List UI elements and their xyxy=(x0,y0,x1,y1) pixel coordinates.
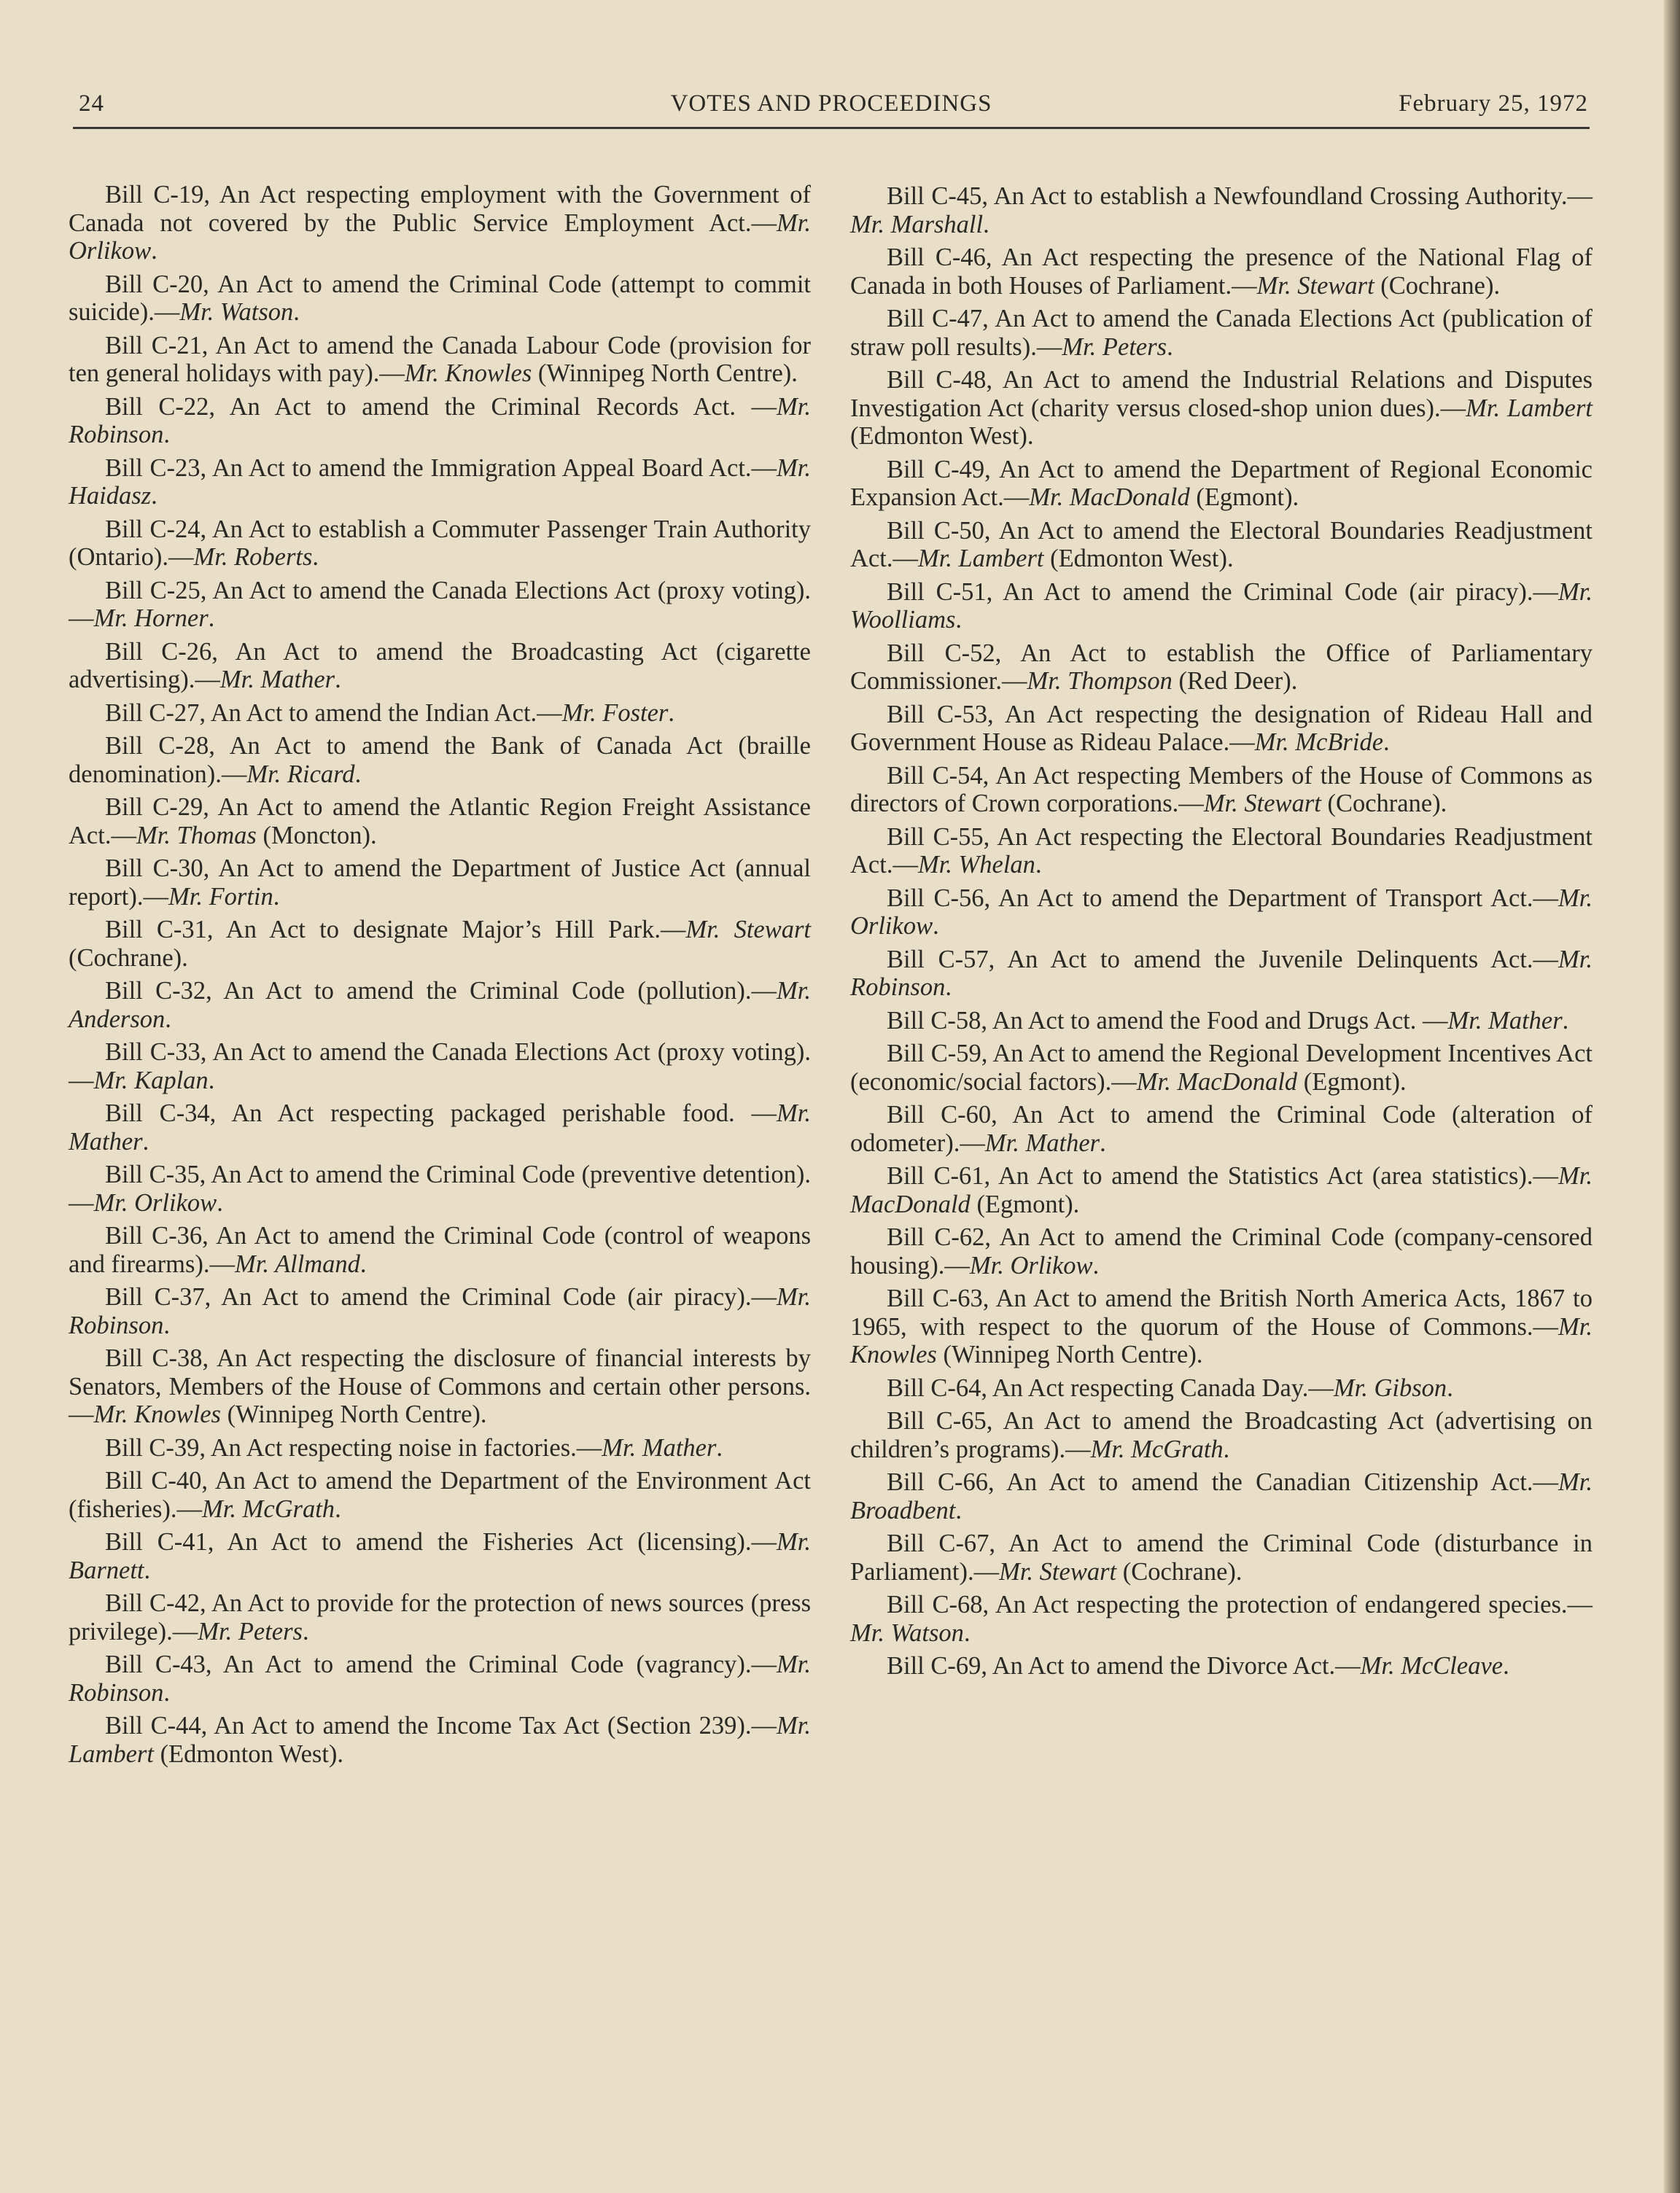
bill-text: Bill C-55, An Act respecting the Electoral Boundaries Readjustment Act.— xyxy=(850,822,1592,879)
bill-entry xyxy=(69,854,811,911)
bill-entry xyxy=(69,699,811,728)
bill-entry xyxy=(69,1283,811,1339)
bill-suffix: . xyxy=(163,1311,170,1339)
bill-text: Bill C-34, An Act respecting packaged perishable food. — xyxy=(105,1099,777,1127)
bill-text: Bill C-65, An Act to amend the Broadcasting Act (advertising on children’s programs).— xyxy=(850,1407,1592,1463)
bill-entry xyxy=(69,332,811,388)
member-name: Mr. Knowles xyxy=(93,1401,221,1428)
bill-entry xyxy=(850,456,1592,512)
member-name: Mr. Ricard xyxy=(246,760,355,788)
bill-suffix: . xyxy=(933,912,939,940)
bill-entry xyxy=(69,1038,811,1094)
bill-text: Bill C-19, An Act respecting employment with the Government of Canada not covered by the Public Service Employment Act.— xyxy=(69,181,811,237)
bill-entry xyxy=(850,1530,1592,1586)
bill-suffix: . xyxy=(983,210,989,238)
bill-entry xyxy=(850,1374,1592,1403)
bill-text: Bill C-53, An Act respecting the designation of Rideau Hall and Government House as Rideau Palace.— xyxy=(850,700,1592,756)
bill-text: Bill C-44, An Act to amend the Income Tax Act (Section 239).— xyxy=(105,1712,777,1740)
bill-entry xyxy=(850,182,1592,238)
bill-entry xyxy=(69,1161,811,1217)
bill-text: Bill C-35, An Act to amend the Criminal Code (preventive detention).— xyxy=(69,1161,811,1217)
bill-entry xyxy=(69,638,811,694)
bill-entry xyxy=(850,1591,1592,1647)
member-name: Mr. MacDonald xyxy=(850,1162,1592,1218)
bill-entry xyxy=(850,1040,1592,1096)
bill-text: Bill C-22, An Act to amend the Criminal Records Act. — xyxy=(105,392,777,421)
bill-suffix: . xyxy=(1562,1006,1569,1035)
bill-suffix: . xyxy=(359,1250,367,1278)
bill-text: Bill C-30, An Act to amend the Department of Justice Act (annual report).— xyxy=(69,854,811,911)
bill-suffix: (Moncton). xyxy=(256,821,377,849)
page-edge-shadow xyxy=(1664,0,1680,2193)
bill-text: Bill C-42, An Act to provide for the protection of news sources (press privilege).— xyxy=(69,1589,811,1645)
bill-entry xyxy=(69,1434,811,1462)
bill-suffix: . xyxy=(1100,1129,1106,1157)
bill-entry xyxy=(850,517,1592,573)
member-name: Mr. Peters xyxy=(1062,332,1167,361)
bill-entry xyxy=(69,732,811,788)
bill-suffix: . xyxy=(273,882,280,911)
bill-entry xyxy=(69,916,811,972)
bill-suffix: (Cochrane). xyxy=(1321,790,1447,817)
bill-suffix: (Cochrane). xyxy=(69,943,188,972)
bill-text: Bill C-24, An Act to establish a Commuter Passenger Train Authority (Ontario).— xyxy=(69,515,811,571)
bill-entry xyxy=(850,1468,1592,1524)
bill-suffix: . xyxy=(668,698,674,727)
member-name: Mr. Watson xyxy=(850,1619,964,1647)
bill-suffix: . xyxy=(1503,1652,1509,1680)
bill-suffix: (Winnipeg North Centre). xyxy=(936,1341,1203,1368)
member-name: Mr. McCleave xyxy=(1360,1652,1504,1680)
member-name: Mr. Roberts xyxy=(193,543,313,571)
bill-entry xyxy=(69,1712,811,1768)
bill-suffix: . xyxy=(1383,728,1390,756)
member-name: Mr. Woolliams xyxy=(850,577,1592,634)
bill-suffix: . xyxy=(1447,1374,1453,1402)
bill-suffix: . xyxy=(716,1433,723,1462)
member-name: Mr. Lambert xyxy=(1466,394,1592,422)
member-name: Mr. McBride xyxy=(1254,728,1384,756)
member-name: Mr. Broadbent xyxy=(850,1468,1592,1524)
bill-text: Bill C-58, An Act to amend the Food and Drugs Act. — xyxy=(887,1006,1448,1035)
bill-entry xyxy=(69,1222,811,1278)
bill-suffix: . xyxy=(1167,332,1173,361)
bill-entry xyxy=(69,1589,811,1645)
member-name: Mr. Robinson xyxy=(850,945,1592,1001)
bill-entry xyxy=(850,701,1592,757)
member-name: Mr. Watson xyxy=(179,298,294,326)
member-name: Mr. Barnett xyxy=(69,1528,811,1584)
bill-columns xyxy=(69,181,1592,1773)
bill-text: Bill C-60, An Act to amend the Criminal Code (alteration of odometer).— xyxy=(850,1101,1592,1157)
bill-text: Bill C-33, An Act to amend the Canada Elections Act (proxy voting).— xyxy=(69,1038,811,1094)
bill-entry xyxy=(850,884,1592,940)
bill-entry xyxy=(850,366,1592,451)
member-name: Mr. MacDonald xyxy=(1136,1067,1298,1096)
page-date: February 25, 1972 xyxy=(1399,90,1588,117)
member-name: Mr. Anderson xyxy=(69,977,811,1033)
bill-text: Bill C-27, An Act to amend the Indian Act.— xyxy=(105,698,562,727)
bill-entry xyxy=(69,1651,811,1707)
bill-suffix: . xyxy=(302,1617,309,1645)
bill-entry xyxy=(850,1162,1592,1218)
bill-entry xyxy=(69,515,811,572)
bill-text: Bill C-38, An Act respecting the disclosure of financial interests by Senators, Members of the House of Commons and certain other persons.— xyxy=(69,1344,811,1428)
member-name: Mr. Orlikow xyxy=(850,884,1592,940)
bill-text: Bill C-57, An Act to amend the Juvenile Delinquents Act.— xyxy=(887,945,1559,973)
member-name: Mr. Mather xyxy=(1447,1006,1563,1035)
bill-entry xyxy=(850,1285,1592,1369)
member-name: Mr. Thomas xyxy=(136,821,257,849)
bill-suffix: . xyxy=(293,298,300,326)
bill-entry xyxy=(69,1528,811,1584)
bill-text: Bill C-69, An Act to amend the Divorce Act.— xyxy=(887,1652,1361,1680)
bill-suffix: . xyxy=(163,421,170,448)
bill-entry xyxy=(850,578,1592,634)
bill-text: Bill C-50, An Act to amend the Electoral Boundaries Readjustment Act.— xyxy=(850,516,1592,572)
member-name: Mr. Stewart xyxy=(1203,790,1321,817)
bill-text: Bill C-20, An Act to amend the Criminal Code (attempt to commit suicide).— xyxy=(69,270,811,326)
bill-suffix: . xyxy=(312,543,319,571)
bill-suffix: . xyxy=(144,1556,151,1584)
member-name: Mr. Robinson xyxy=(69,1283,811,1339)
bill-text: Bill C-63, An Act to amend the British North America Acts, 1867 to 1965, with respect to the quorum of the House of Commons.— xyxy=(850,1285,1592,1341)
member-name: Mr. Robinson xyxy=(69,392,811,448)
bill-suffix: (Egmont). xyxy=(970,1190,1080,1218)
left-column xyxy=(69,181,811,1773)
bill-text: Bill C-36, An Act to amend the Criminal Code (control of weapons and firearms).— xyxy=(69,1222,811,1278)
bill-text: Bill C-40, An Act to amend the Department of the Environment Act (fisheries).— xyxy=(69,1467,811,1523)
bill-entry xyxy=(850,946,1592,1002)
bill-suffix: . xyxy=(955,606,962,634)
bill-entry xyxy=(850,823,1592,879)
bill-text: Bill C-59, An Act to amend the Regional Development Incentives Act (economic/social factors).— xyxy=(850,1040,1592,1096)
bill-entry xyxy=(69,181,811,265)
bill-suffix: . xyxy=(151,482,158,510)
bill-suffix: . xyxy=(335,1495,341,1523)
bill-text: Bill C-49, An Act to amend the Department of Regional Economic Expansion Act.— xyxy=(850,455,1592,511)
member-name: Mr. Fortin xyxy=(168,882,273,911)
bill-text: Bill C-48, An Act to amend the Industrial Relations and Disputes Investigation Act (charity versus closed-shop union dues).— xyxy=(850,366,1592,422)
page-header xyxy=(73,86,1590,129)
page-title: VOTES AND PROCEEDINGS xyxy=(670,90,992,117)
member-name: Mr. Haidasz xyxy=(69,453,811,510)
member-name: Mr. Peters xyxy=(198,1617,303,1645)
bill-text: Bill C-45, An Act to establish a Newfoundland Crossing Authority.— xyxy=(887,182,1592,210)
bill-text: Bill C-26, An Act to amend the Broadcasting Act (cigarette advertising).— xyxy=(69,637,811,693)
bill-text: Bill C-31, An Act to designate Major’s Hill Park.— xyxy=(105,916,686,943)
bill-entry xyxy=(69,454,811,510)
bill-text: Bill C-61, An Act to amend the Statistics Act (area statistics).— xyxy=(887,1162,1559,1190)
bill-suffix: (Cochrane). xyxy=(1374,271,1501,300)
bill-entry xyxy=(850,1101,1592,1157)
member-name: Mr. Stewart xyxy=(1256,271,1374,300)
bill-entry xyxy=(69,577,811,633)
member-name: Mr. Mather xyxy=(219,666,335,693)
bill-suffix: . xyxy=(163,1678,170,1707)
member-name: Mr. Orlikow xyxy=(969,1251,1093,1279)
bill-text: Bill C-56, An Act to amend the Department of Transport Act.— xyxy=(887,884,1559,912)
bill-suffix: (Edmonton West). xyxy=(1043,545,1234,572)
bill-entry xyxy=(69,1344,811,1429)
member-name: Mr. Stewart xyxy=(685,916,811,943)
bill-suffix: . xyxy=(208,604,215,632)
bill-text: Bill C-43, An Act to amend the Criminal Code (vagrancy).— xyxy=(105,1651,777,1678)
member-name: Mr. Whelan xyxy=(917,851,1035,879)
bill-text: Bill C-52, An Act to establish the Office of Parliamentary Commissioner.— xyxy=(850,639,1592,695)
bill-entry xyxy=(69,270,811,327)
bill-suffix: . xyxy=(354,760,362,788)
bill-suffix: (Egmont). xyxy=(1189,483,1299,511)
member-name: Mr. Robinson xyxy=(69,1651,811,1707)
bill-entry xyxy=(69,393,811,449)
bill-text: Bill C-23, An Act to amend the Immigration Appeal Board Act.— xyxy=(105,453,777,482)
member-name: Mr. Marshall xyxy=(850,210,984,238)
page-number: 24 xyxy=(79,90,104,117)
bill-suffix: . xyxy=(963,1619,971,1647)
member-name: Mr. Thompson xyxy=(1027,667,1172,695)
bill-entry xyxy=(69,1099,811,1156)
bill-text: Bill C-68, An Act respecting the protection of endangered species.— xyxy=(887,1591,1592,1619)
bill-text: Bill C-41, An Act to amend the Fisheries Act (licensing).— xyxy=(105,1528,777,1556)
bill-text: Bill C-47, An Act to amend the Canada Elections Act (publication of straw poll results).— xyxy=(850,305,1592,361)
member-name: Mr. Knowles xyxy=(404,359,532,387)
member-name: Mr. Mather xyxy=(984,1129,1100,1157)
bill-suffix: . xyxy=(335,666,341,693)
bill-text: Bill C-46, An Act respecting the presence of the National Flag of Canada in both Houses of Parliament.— xyxy=(850,244,1592,300)
bill-entry xyxy=(850,244,1592,300)
member-name: Mr. Mather xyxy=(69,1099,811,1156)
bill-text: Bill C-39, An Act respecting noise in factories.— xyxy=(105,1433,602,1462)
bill-text: Bill C-25, An Act to amend the Canada Elections Act (proxy voting).— xyxy=(69,576,811,632)
bill-text: Bill C-64, An Act respecting Canada Day.— xyxy=(887,1374,1334,1402)
member-name: Mr. Lambert xyxy=(69,1712,811,1768)
member-name: Mr. Knowles xyxy=(850,1312,1592,1368)
bill-suffix: . xyxy=(165,1005,171,1033)
bill-suffix: (Winnipeg North Centre). xyxy=(220,1401,487,1428)
member-name: Mr. Stewart xyxy=(999,1557,1117,1586)
bill-entry xyxy=(850,1007,1592,1035)
member-name: Mr. McGrath xyxy=(201,1495,335,1523)
bill-text: Bill C-67, An Act to amend the Criminal Code (disturbance in Parliament).— xyxy=(850,1530,1592,1586)
bill-suffix: (Winnipeg North Centre). xyxy=(532,359,798,387)
bill-entry xyxy=(850,1407,1592,1463)
member-name: Mr. Kaplan xyxy=(93,1066,209,1094)
right-column xyxy=(850,182,1592,1773)
bill-text: Bill C-51, An Act to amend the Criminal Code (air piracy).— xyxy=(887,577,1559,606)
bill-text: Bill C-54, An Act respecting Members of the House of Commons as directors of Crown corporations.— xyxy=(850,761,1592,817)
bill-text: Bill C-62, An Act to amend the Criminal Code (company-censored housing).— xyxy=(850,1223,1592,1279)
member-name: Mr. Gibson xyxy=(1333,1374,1447,1402)
bill-text: Bill C-66, An Act to amend the Canadian Citizenship Act.— xyxy=(887,1468,1559,1496)
bill-text: Bill C-21, An Act to amend the Canada Labour Code (provision for ten general holidays with pay).— xyxy=(69,331,811,387)
bill-entry xyxy=(850,305,1592,361)
member-name: Mr. Horner xyxy=(93,604,209,632)
bill-suffix: (Edmonton West). xyxy=(153,1740,344,1768)
bill-entry xyxy=(850,762,1592,818)
bill-entry xyxy=(69,1467,811,1523)
bill-text: Bill C-29, An Act to amend the Atlantic Region Freight Assistance Act.— xyxy=(69,793,811,849)
member-name: Mr. Lambert xyxy=(917,545,1044,572)
bill-text: Bill C-28, An Act to amend the Bank of Canada Act (braille denomination).— xyxy=(69,732,811,788)
member-name: Mr. Orlikow xyxy=(93,1188,217,1217)
bill-suffix: (Egmont). xyxy=(1297,1067,1407,1096)
bill-suffix: . xyxy=(955,1496,962,1524)
bill-suffix: . xyxy=(151,237,158,265)
bill-entry xyxy=(850,1223,1592,1279)
bill-suffix: . xyxy=(142,1127,149,1156)
bill-suffix: (Edmonton West). xyxy=(850,422,1034,450)
bill-entry xyxy=(69,793,811,849)
bill-suffix: . xyxy=(945,973,952,1001)
bill-suffix: (Cochrane). xyxy=(1116,1557,1242,1586)
bill-suffix: . xyxy=(208,1066,215,1094)
member-name: Mr. Orlikow xyxy=(69,209,811,265)
member-name: Mr. McGrath xyxy=(1090,1435,1224,1463)
bill-suffix: (Red Deer). xyxy=(1172,667,1298,695)
bill-text: Bill C-37, An Act to amend the Criminal Code (air piracy).— xyxy=(105,1283,777,1311)
bill-suffix: . xyxy=(1223,1435,1230,1463)
member-name: Mr. Mather xyxy=(602,1433,717,1462)
member-name: Mr. Foster xyxy=(561,698,669,727)
bill-entry xyxy=(850,639,1592,696)
bill-text: Bill C-32, An Act to amend the Criminal Code (pollution).— xyxy=(105,977,777,1005)
bill-suffix: . xyxy=(217,1188,223,1217)
bill-suffix: . xyxy=(1092,1251,1100,1279)
bill-entry xyxy=(850,1652,1592,1680)
bill-entry xyxy=(69,977,811,1033)
member-name: Mr. Allmand xyxy=(235,1250,360,1278)
bill-suffix: . xyxy=(1035,851,1042,879)
member-name: Mr. MacDonald xyxy=(1029,483,1190,511)
